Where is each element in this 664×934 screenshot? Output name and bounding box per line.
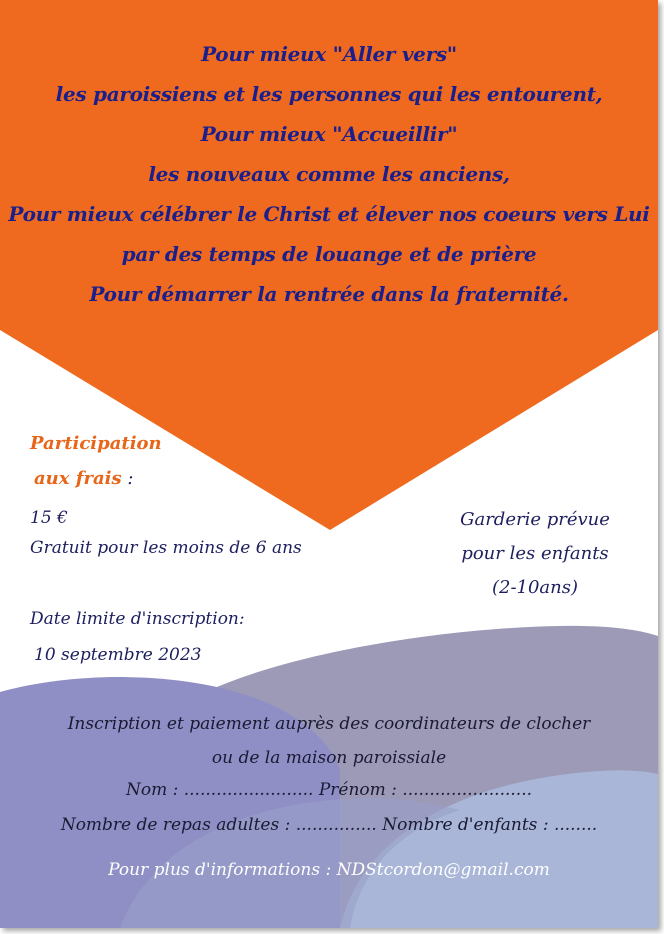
garderie-line: Garderie prévue [460, 509, 610, 530]
deadline-value: 10 septembre 2023 [34, 645, 202, 665]
frais-label: aux frais [34, 468, 122, 489]
headline-line: Pour démarrer la rentrée dans la fraternité. [89, 282, 569, 306]
inscription-line: Inscription et paiement auprès des coordinateurs de clocher [67, 714, 591, 734]
frais-colon: : [121, 468, 134, 489]
deadline-label: Date limite d'inscription: [30, 609, 245, 629]
frais-label-line [34, 468, 133, 489]
participation-label: Participation [30, 433, 162, 454]
contact-info-line: Pour plus d'informations : NDStcordon@gmail.com [108, 860, 550, 880]
headline-line: Pour mieux "Accueillir" [200, 122, 458, 146]
free-note: Gratuit pour les moins de 6 ans [30, 538, 302, 558]
garderie-line: (2-10ans) [491, 577, 579, 598]
headline-line: Pour mieux "Aller vers" [201, 42, 457, 66]
nom-prenom-line: Nom : ........................ Prénom : ........................ [125, 780, 533, 800]
headline-line: les nouveaux comme les anciens, [148, 162, 510, 186]
garderie-line: pour les enfants [461, 543, 609, 564]
headline-line: par des temps de louange et de prière [121, 242, 537, 266]
inscription-line: ou de la maison paroissiale [211, 748, 447, 768]
repas-line: Nombre de repas adultes : ............... Nombre d'enfants : ........ [60, 815, 598, 835]
garderie-block [440, 503, 630, 605]
headline-block [0, 34, 658, 314]
headline-line: Pour mieux célébrer le Christ et élever nos coeurs vers Lui [8, 202, 650, 226]
inscription-block [0, 707, 658, 775]
price-value: 15 € [30, 508, 68, 528]
headline-line: les paroissiens et les personnes qui les entourent, [55, 82, 603, 106]
